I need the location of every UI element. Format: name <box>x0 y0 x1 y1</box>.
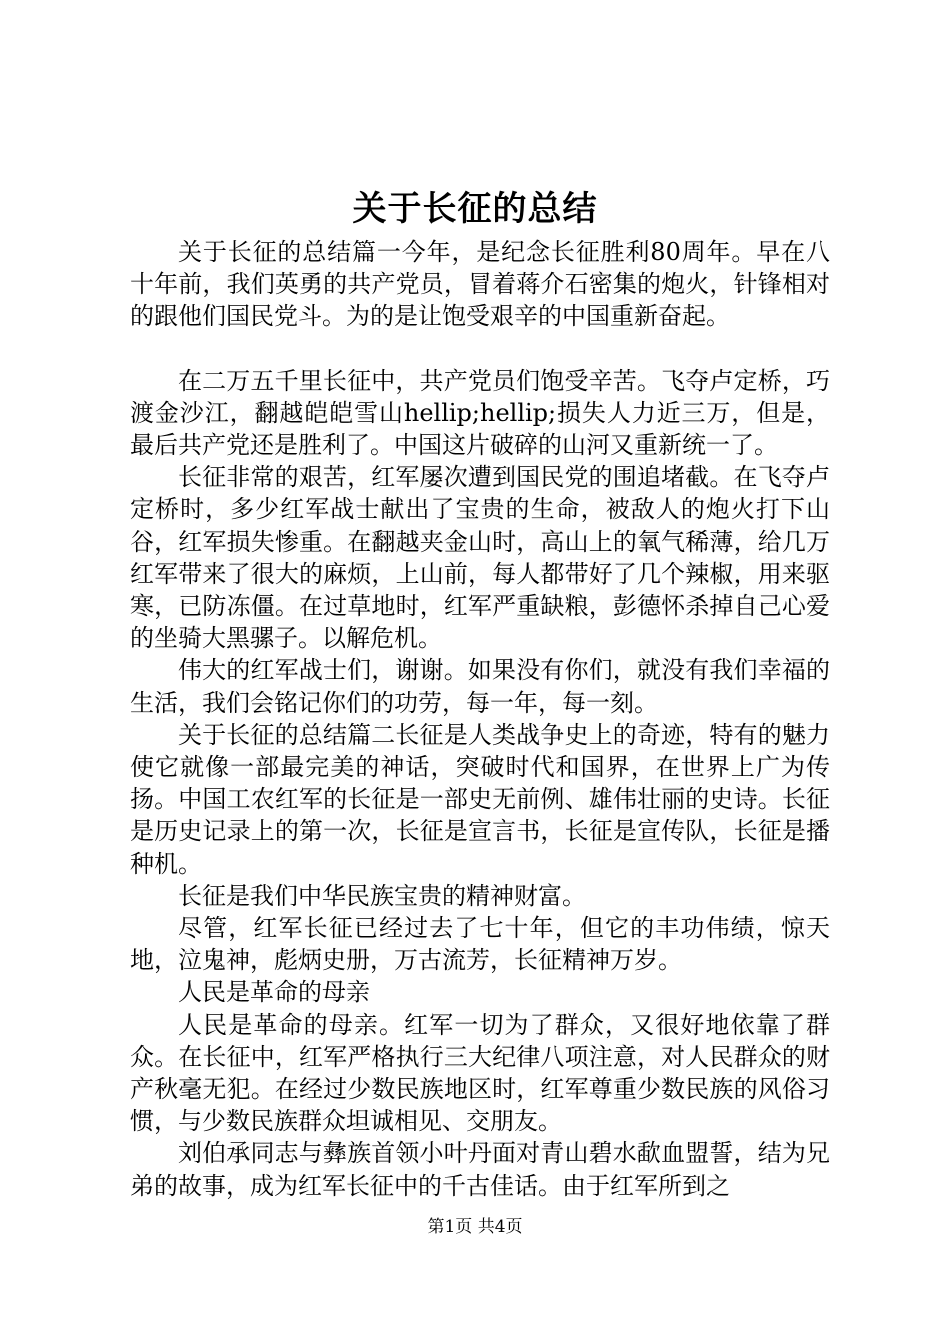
paragraph-3: 长征非常的艰苦，红军屡次遭到国民党的围追堵截。在飞夺卢定桥时，多少红军战士献出了宝贵的生命，被敌人的炮火打下山谷，红军损失惨重。在翻越夹金山时，高山上的氧气稀薄，给几万红军带来了很大的麻烦，上山前，每人都带好了几个辣椒，用来驱寒，已防冻僵。在过草地时，红军严重缺粮，彭德怀杀掉自己心爱的坐骑大黑骡子。以解危机。 <box>130 463 830 653</box>
page-footer: 第1页 共4页 <box>427 1217 523 1237</box>
document-title: 关于长征的总结 <box>352 189 598 229</box>
paragraph-5: 关于长征的总结篇二长征是人类战争史上的奇迹，特有的魅力使它就像一部最完美的神话，突破时代和国界，在世界上广为传扬。中国工农红军的长征是一部史无前例、雄伟壮丽的史诗。长征是历史记录上的第一次，长征是宣言书，长征是宣传队，长征是播种机。 <box>130 720 830 878</box>
paragraph-2: 在二万五千里长征中，共产党员们饱受辛苦。飞夺卢定桥，巧渡金沙江，翻越皑皑雪山hellip;hellip;损失人力近三万，但是，最后共产党还是胜利了。中国这片破碎的山河又重新统一了。 <box>130 366 830 460</box>
paragraph-9: 人民是革命的母亲。红军一切为了群众，又很好地依靠了群众。在长征中，红军严格执行三大纪律八项注意，对人民群众的财产秋毫无犯。在经过少数民族地区时，红军尊重少数民族的风俗习惯，与少数民族群众坦诚相见、交朋友。 <box>130 1010 830 1136</box>
paragraph-7: 尽管，红军长征已经过去了七十年，但它的丰功伟绩，惊天地，泣鬼神，彪炳史册，万古流芳，长征精神万岁。 <box>130 914 830 975</box>
paragraph-8: 人民是革命的母亲 <box>178 978 370 1007</box>
paragraph-10: 刘伯承同志与彝族首领小叶丹面对青山碧水歃血盟誓，结为兄弟的故事，成为红军长征中的千古佳话。由于红军所到之 <box>130 1139 830 1200</box>
paragraph-4: 伟大的红军战士们，谢谢。如果没有你们，就没有我们幸福的生活，我们会铭记你们的功劳，每一年，每一刻。 <box>130 656 830 717</box>
document-body <box>130 236 830 1202</box>
paragraph-1: 关于长征的总结篇一今年，是纪念长征胜利80周年。早在八十年前，我们英勇的共产党员，冒着蒋介石密集的炮火，针锋相对的跟他们国民党斗。为的是让饱受艰辛的中国重新奋起。 <box>130 238 830 331</box>
paragraph-6: 长征是我们中华民族宝贵的精神财富。 <box>178 881 586 910</box>
